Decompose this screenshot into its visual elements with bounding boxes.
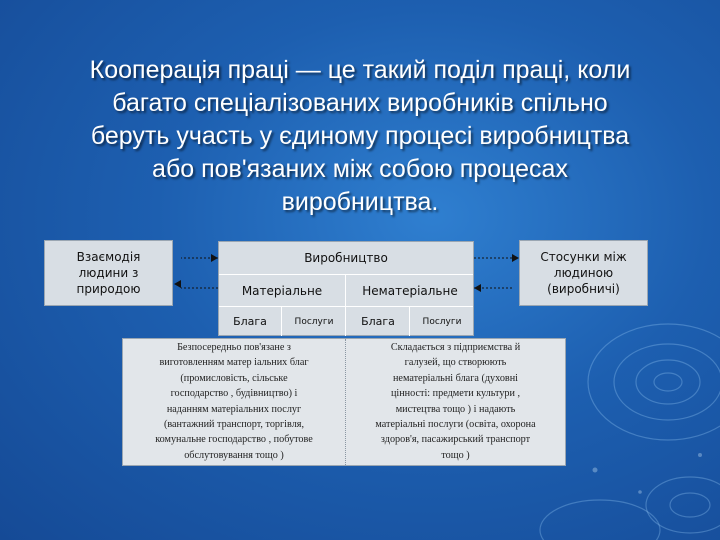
description-line: Безпосередньо пов'язане з [177, 342, 291, 353]
description-line: нематеріальні блага (духовні [392, 372, 519, 384]
description-line: матеріальні послуги (освіта, охорона [375, 419, 536, 431]
description-line: здоров'я, пасажирський транспорт [380, 434, 531, 446]
material-production-cell: Матеріальне [219, 276, 345, 306]
divider [281, 307, 282, 336]
title-line: беруть участь у єдиному процесі виробництва [90, 122, 630, 150]
box-line: Стосунки між [540, 250, 627, 264]
box-line: людиною [553, 266, 614, 280]
description-line: Складається з підприємства й [390, 342, 521, 353]
box-line: людини з [78, 266, 139, 280]
description-line: наданням матеріальних послуг [166, 403, 302, 415]
divider [219, 274, 473, 275]
description-line: комунальне господарство , побутове [155, 434, 313, 446]
divider [345, 275, 346, 336]
title-line: виробництва. [281, 188, 439, 216]
production-details-table [122, 338, 566, 466]
title-line: Кооперація праці — це такий поділ праці, коли [89, 56, 631, 84]
title-line: або пов'язаних між собою процесах [152, 155, 568, 183]
divider [409, 307, 410, 336]
material-services-cell: Послуги [283, 308, 345, 335]
production-relations-box [519, 240, 648, 306]
description-line: тощо ) [441, 449, 470, 461]
production-header: Виробництво [219, 242, 473, 274]
nonmaterial-production-description [346, 339, 565, 465]
description-line: (промисловість, сільське [180, 372, 288, 384]
description-line: господарство , будівництво) і [170, 388, 298, 400]
nonmaterial-services-cell: Послуги [411, 308, 473, 335]
arrow-right-icon [512, 254, 519, 262]
slide-title [30, 54, 690, 219]
box-line: (виробничі) [547, 282, 620, 296]
nonmaterial-production-cell: Нематеріальне [347, 276, 473, 306]
description-line: мистецтва тощо ) і надають [395, 403, 516, 415]
arrow-left-icon [174, 280, 181, 288]
arrow-left-icon [211, 254, 218, 262]
nature-interaction-box [44, 240, 173, 306]
description-line: галузей, що створюють [404, 357, 507, 369]
material-goods-cell: Блага [219, 308, 281, 335]
divider [219, 306, 473, 307]
production-table [218, 241, 474, 336]
box-line: природою [76, 282, 141, 296]
material-production-description [123, 339, 345, 465]
box-line: Взаємодія [76, 250, 141, 264]
nonmaterial-goods-cell: Блага [347, 308, 409, 335]
description-line: цінності: предмети культури , [390, 388, 521, 400]
title-line: багато спеціалізованих виробників спільно [112, 89, 608, 117]
description-line: обслутовування тощо ) [184, 449, 284, 461]
description-line: (вантажний транспорт, торгівля, [163, 419, 305, 431]
arrow-right-icon [474, 284, 481, 292]
description-line: виготовленням матер іальних благ [159, 357, 309, 369]
